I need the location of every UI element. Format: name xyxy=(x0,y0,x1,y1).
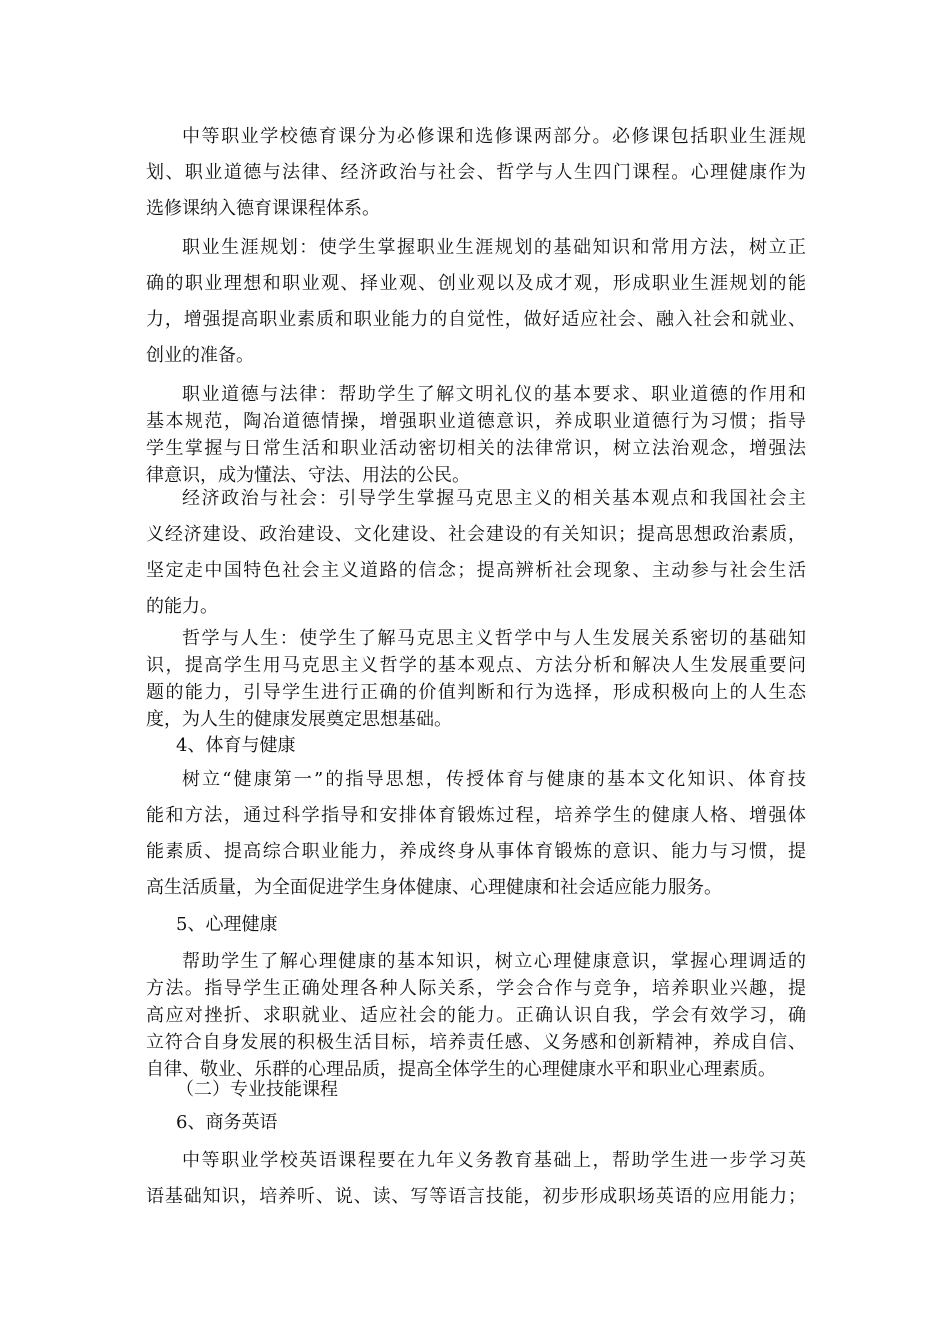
text-line: 识，提高学生用马克思主义哲学的基本观点、方法分析和解决人生发展重要问 xyxy=(146,655,806,676)
section-heading: （二）专业技能课程 xyxy=(176,1079,338,1100)
paragraph-mental-health xyxy=(146,948,806,1083)
text-line: 职业生涯规划：使学生掌握职业生涯规划的基础知识和常用方法，树立正 xyxy=(182,237,806,258)
text-line: 题的能力，引导学生进行正确的价值判断和行为选择，形成积极向上的人生态 xyxy=(146,682,806,703)
text-line: 经济政治与社会：引导学生掌握马克思主义的相关基本观点和我国社会主 xyxy=(182,488,806,509)
text-line: 中等职业学校英语课程要在九年义务教育基础上，帮助学生进一步学习英 xyxy=(182,1150,806,1171)
paragraph-career-planning xyxy=(146,230,806,374)
text-line: 创业的准备。 xyxy=(146,345,254,366)
text-line: 树立“健康第一”的指导思想，传授体育与健康的基本文化知识、体育技 xyxy=(182,769,806,790)
text-line: 基本规范，陶冶道德情操，增强职业道德意识，养成职业道德行为习惯；指导 xyxy=(146,411,806,432)
text-line: 选修课纳入德育课课程体系。 xyxy=(146,198,380,219)
paragraph-business-english xyxy=(146,1143,806,1215)
heading-mental-health xyxy=(146,907,806,943)
text-line: 义经济建设、政治建设、文化建设、社会建设的有关知识；提高思想政治素质， xyxy=(146,524,806,545)
paragraph-pe-health xyxy=(146,762,806,906)
text-line: 高应对挫折、求职就业、适应社会的能力。正确认识自我，学会有效学习，确 xyxy=(146,1005,806,1026)
section-heading: 4、体育与健康 xyxy=(176,735,296,756)
text-line: 帮助学生了解心理健康的基本知识，树立心理健康意识，掌握心理调适的 xyxy=(182,951,806,972)
paragraph-economics-politics xyxy=(146,481,806,625)
heading-pe-health xyxy=(146,732,806,759)
heading-professional-courses xyxy=(146,1076,806,1103)
paragraph-ethics-law xyxy=(146,381,806,489)
text-line: 坚定走中国特色社会主义道路的信念；提高辨析社会现象、主动参与社会生活 xyxy=(146,560,806,581)
paragraph-philosophy-life xyxy=(146,625,806,733)
text-line: 方法。指导学生正确处理各种人际关系，学会合作与竞争，培养职业兴趣，提 xyxy=(146,978,806,999)
text-line: 中等职业学校德育课分为必修课和选修课两部分。必修课包括职业生涯规 xyxy=(182,126,806,147)
text-line: 能素质、提高综合职业能力，养成终身从事体育锻炼的意识、能力与习惯，提 xyxy=(146,841,806,862)
text-line: 律意识，成为懂法、守法、用法的公民。 xyxy=(146,465,470,486)
text-line: 哲学与人生：使学生了解马克思主义哲学中与人生发展关系密切的基础知 xyxy=(182,628,806,649)
text-line: 度，为人生的健康发展奠定思想基础。 xyxy=(146,709,452,730)
paragraph-moral-courses xyxy=(146,119,806,227)
text-line: 划、职业道德与法律、经济政治与社会、哲学与人生四门课程。心理健康作为 xyxy=(146,162,806,183)
section-heading: 5、心理健康 xyxy=(176,914,278,935)
text-line: 自律、敬业、乐群的心理品质，提高全体学生的心理健康水平和职业心理素质。 xyxy=(146,1059,776,1080)
text-line: 立符合自身发展的积极生活目标，培养责任感、义务感和创新精神，养成自信、 xyxy=(146,1032,806,1053)
text-line: 高生活质量，为全面促进学生身体健康、心理健康和社会适应能力服务。 xyxy=(146,877,722,898)
text-line: 能和方法，通过科学指导和安排体育锻炼过程，培养学生的健康人格、增强体 xyxy=(146,805,806,826)
text-line: 学生掌握与日常生活和职业活动密切相关的法律常识，树立法治观念，增强法 xyxy=(146,438,806,459)
text-line: 的能力。 xyxy=(146,596,218,617)
text-line: 职业道德与法律：帮助学生了解文明礼仪的基本要求、职业道德的作用和 xyxy=(182,384,806,405)
text-line: 确的职业理想和职业观、择业观、创业观以及成才观，形成职业生涯规划的能 xyxy=(146,273,806,294)
heading-business-english xyxy=(146,1105,806,1141)
section-heading: 6、商务英语 xyxy=(176,1112,278,1133)
text-line: 力，增强提高职业素质和职业能力的自觉性，做好适应社会、融入社会和就业、 xyxy=(146,309,806,330)
text-line: 语基础知识，培养听、说、读、写等语言技能，初步形成职场英语的应用能力； xyxy=(146,1186,806,1207)
